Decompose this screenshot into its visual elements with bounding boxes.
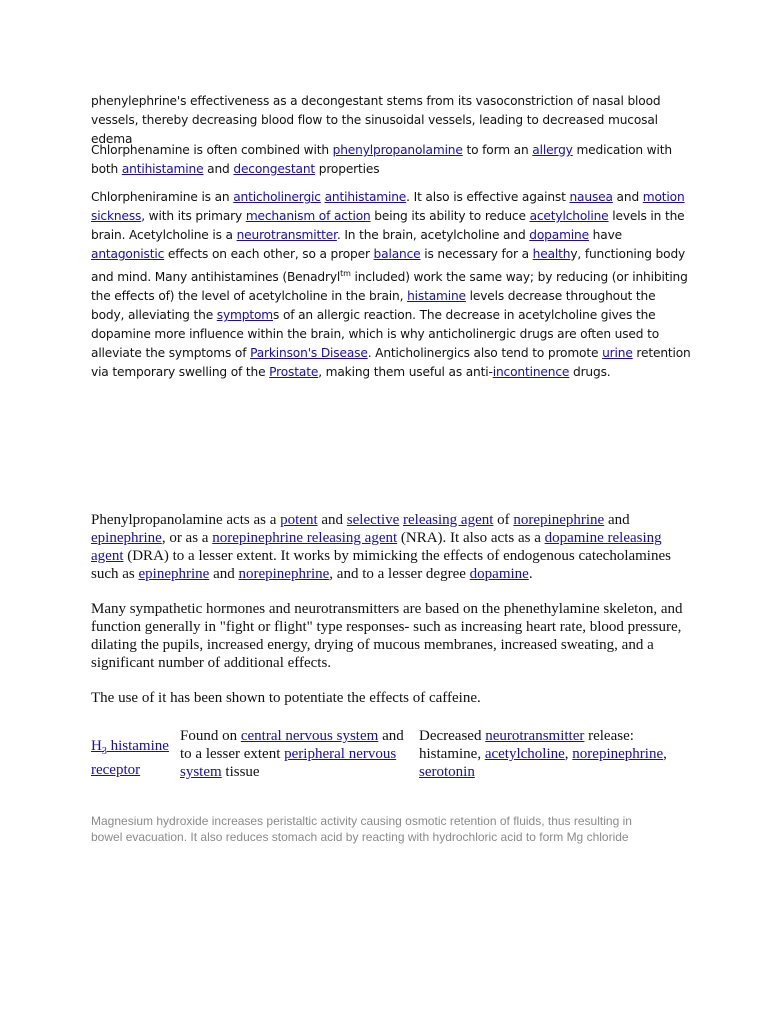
link-text: histamine receptor bbox=[91, 738, 169, 778]
link-norepinephrine[interactable]: norepinephrine bbox=[238, 566, 330, 582]
link-norepinephrine[interactable]: norepinephrine bbox=[513, 512, 605, 528]
trademark-superscript: tm bbox=[340, 269, 351, 278]
text-run: . bbox=[528, 566, 533, 582]
text-run: y, functioning body and mind. Many antihistamines (Benadryl bbox=[91, 247, 686, 285]
link-norepinephrine-releasing-agent[interactable]: norepinephrine releasing agent bbox=[212, 530, 398, 546]
text-run: (NRA). It also acts as a bbox=[397, 530, 545, 546]
text-run: properties bbox=[315, 162, 380, 176]
text-run: Chlorpheniramine is an bbox=[91, 190, 234, 204]
table-cell-effect bbox=[419, 727, 679, 781]
text-run: s of an allergic reaction. The decrease in acetylcholine gives the dopamine more influence within the brain, which is why anticholinergic drugs are often used to alleviate the symptoms of bbox=[91, 308, 660, 361]
subscript: 3 bbox=[101, 746, 107, 757]
text-run: . Anticholinergics also tend to promote bbox=[367, 346, 603, 361]
link-histamine[interactable]: histamine bbox=[407, 289, 466, 304]
link-releasing-agent[interactable]: releasing agent bbox=[403, 512, 494, 528]
link-h3-histamine-receptor[interactable] bbox=[91, 738, 169, 778]
text-run: , and to a lesser degree bbox=[329, 566, 470, 582]
text-run: and to a lesser extent bbox=[180, 728, 404, 762]
text-run: , making them useful as anti- bbox=[318, 365, 493, 380]
text-run: , or as a bbox=[161, 530, 213, 546]
paragraph-text: Many sympathetic hormones and neurotransmitters are based on the phenethylamine skeleton, and function generally in "fight or flight" type responses- such as increasing heart rate, blood pressure, dilating the pupils, increased energy, drying of mucous membranes, increased sweating, and a significant number of additional effects. bbox=[91, 601, 683, 671]
text-run: levels decrease throughout the body, alleviating the bbox=[91, 289, 656, 323]
paragraph-chlorphenamine bbox=[91, 141, 691, 179]
text-run: retention via temporary swelling of the bbox=[91, 346, 691, 380]
link-prostate[interactable]: Prostate bbox=[269, 365, 319, 380]
text-run: (DRA) to a lesser extent. It works by mimicking the effects of endogenous catecholamines such as bbox=[91, 548, 671, 582]
text-run: medication with both bbox=[91, 143, 672, 176]
link-balance[interactable]: balance bbox=[373, 247, 421, 261]
link-central-nervous-system[interactable]: central nervous system bbox=[240, 728, 379, 744]
link-epinephrine[interactable]: epinephrine bbox=[91, 530, 162, 546]
table-cell-receptor bbox=[91, 737, 176, 779]
text-run: and bbox=[317, 512, 347, 528]
text-run: included) work the same way; by reducing (or inhibiting the effects of) the level of acetylcholine in the brain, bbox=[91, 270, 688, 304]
text-run: Found on bbox=[180, 728, 241, 744]
text-run: drugs. bbox=[569, 365, 611, 380]
text-run: and bbox=[209, 566, 239, 582]
paragraph-text: The use of it has been shown to potentiate the effects of caffeine. bbox=[91, 690, 481, 706]
text-run: being its ability to reduce bbox=[370, 209, 530, 223]
text-run: , bbox=[564, 746, 573, 762]
link-mechanism-of-action[interactable]: mechanism of action bbox=[245, 209, 371, 223]
text-run: , with its primary bbox=[141, 209, 246, 223]
link-antagonistic[interactable]: antagonistic bbox=[91, 247, 165, 261]
link-epinephrine[interactable]: epinephrine bbox=[138, 566, 210, 582]
paragraph-text: phenylephrine's effectiveness as a decongestant stems from its vasoconstriction of nasal blood vessels, thereby decreasing blood flow to the sinusoidal vessels, leading to decreased mucosal edema bbox=[91, 94, 661, 146]
link-text: H bbox=[91, 738, 102, 754]
link-allergy[interactable]: allergy bbox=[532, 143, 573, 157]
link-motion-sickness[interactable]: motion sickness bbox=[91, 190, 685, 223]
link-neurotransmitter[interactable]: neurotransmitter bbox=[236, 228, 337, 242]
link-peripheral-nervous-system[interactable]: peripheral nervous system bbox=[180, 746, 397, 780]
text-run: have bbox=[588, 228, 622, 242]
paragraph-chlorpheniramine bbox=[91, 188, 691, 382]
link-phenylpropanolamine[interactable]: phenylpropanolamine bbox=[332, 143, 463, 157]
link-norepinephrine[interactable]: norepinephrine bbox=[572, 746, 664, 762]
link-acetylcholine[interactable]: acetylcholine bbox=[529, 209, 609, 223]
link-parkinsons-disease[interactable]: Parkinson's Disease bbox=[250, 346, 368, 361]
text-run: of bbox=[493, 512, 514, 528]
link-health[interactable]: health bbox=[532, 247, 571, 261]
text-run: . It also is effective against bbox=[406, 190, 570, 204]
link-dopamine-releasing-agent[interactable]: dopamine releasing agent bbox=[91, 530, 662, 564]
link-nausea[interactable]: nausea bbox=[569, 190, 613, 204]
text-run: , bbox=[663, 746, 667, 762]
link-potent[interactable]: potent bbox=[280, 512, 318, 528]
text-run: effects on each other, so a proper bbox=[164, 247, 374, 261]
link-antihistamine[interactable]: antihistamine bbox=[324, 190, 407, 204]
link-dopamine[interactable]: dopamine bbox=[469, 566, 529, 582]
text-run: Phenylpropanolamine acts as a bbox=[91, 512, 281, 528]
link-antihistamine[interactable]: antihistamine bbox=[121, 162, 204, 176]
link-symptom[interactable]: symptom bbox=[216, 308, 274, 323]
link-urine[interactable]: urine bbox=[602, 346, 633, 361]
text-run: and bbox=[203, 162, 234, 176]
link-dopamine[interactable]: dopamine bbox=[529, 228, 589, 242]
paragraph-caffeine bbox=[91, 689, 691, 707]
link-anticholinergic[interactable]: anticholinergic bbox=[233, 190, 321, 204]
text-run: to form an bbox=[462, 143, 533, 157]
text-run: and bbox=[612, 190, 643, 204]
paragraph-magnesium-hydroxide bbox=[91, 813, 651, 845]
text-run: levels in the brain. Acetylcholine is a bbox=[91, 209, 685, 242]
paragraph-sympathetic-hormones bbox=[91, 600, 691, 672]
link-neurotransmitter[interactable]: neurotransmitter bbox=[485, 728, 585, 744]
table-cell-location bbox=[180, 727, 415, 781]
link-serotonin[interactable]: serotonin bbox=[419, 764, 475, 780]
text-run: Chlorphenamine is often combined with bbox=[91, 143, 333, 157]
text-run: Decreased bbox=[419, 728, 486, 744]
text-run: tissue bbox=[221, 764, 260, 780]
text-run: and bbox=[604, 512, 630, 528]
text-run: . In the brain, acetylcholine and bbox=[336, 228, 530, 242]
link-selective[interactable]: selective bbox=[346, 512, 400, 528]
text-run: is necessary for a bbox=[420, 247, 533, 261]
paragraph-text: Magnesium hydroxide increases peristaltic activity causing osmotic retention of fluids, thus resulting in bowel evacuation. It also reduces stomach acid by reacting with hydrochloric acid to form Mg chloride bbox=[91, 814, 632, 844]
paragraph-phenylpropanolamine bbox=[91, 511, 691, 583]
link-incontinence[interactable]: incontinence bbox=[492, 365, 570, 380]
link-acetylcholine[interactable]: acetylcholine bbox=[484, 746, 565, 762]
text-run: release: histamine, bbox=[419, 728, 634, 762]
link-decongestant[interactable]: decongestant bbox=[233, 162, 316, 176]
